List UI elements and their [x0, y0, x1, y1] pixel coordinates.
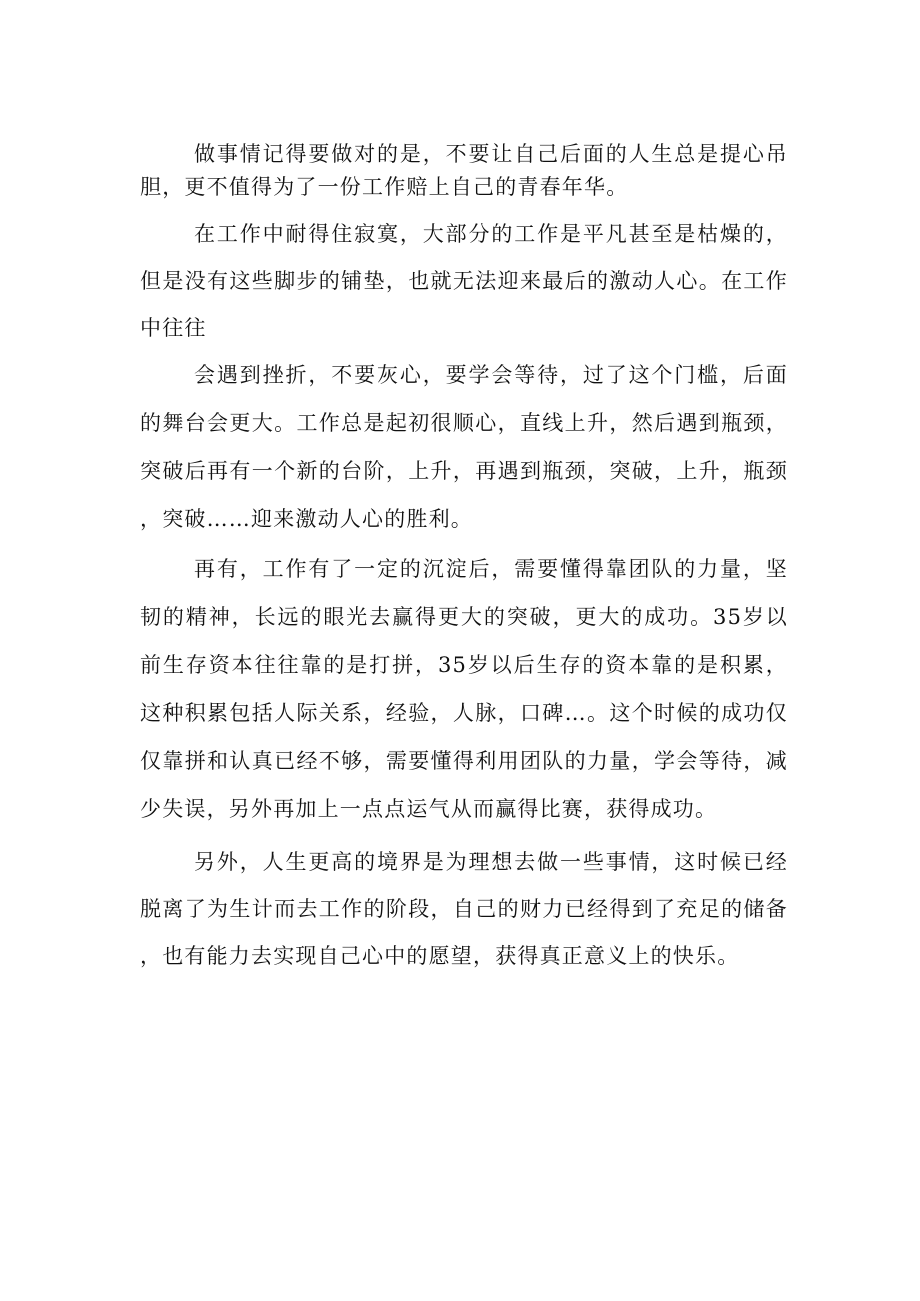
paragraph-1: 做事情记得要做对的是，不要让自己后面的人生总是提心吊胆，更不值得为了一份工作赔上自己的青春年华。 [140, 142, 788, 199]
paragraph-2: 在工作中耐得住寂寞，大部分的工作是平凡甚至是枯燥的，但是没有这些脚步的铺垫，也就无法迎来最后的激动人心。在工作中往往 [140, 222, 788, 340]
paragraph-5: 另外，人生更高的境界是为理想去做一些事情，这时候已经脱离了为生计而去工作的阶段，自己的财力已经得到了充足的储备，也有能力去实现自己心中的愿望，获得真正意义上的快乐。 [140, 850, 788, 968]
paragraph-4: 再有，工作有了一定的沉淀后，需要懂得靠团队的力量，坚韧的精神，长远的眼光去赢得更大的突破，更大的成功。35岁以前生存资本往往靠的是打拼，35岁以后生存的资本靠的是积累，这种积累包括人际关系，经验，人脉，口碑…。这个时候的成功仅仅靠拼和认真已经不够，需要懂得利用团队的力量，学会等待，减少失误，另外再加上一点点运气从而赢得比赛，获得成功。 [140, 557, 788, 821]
paragraph-3: 会遇到挫折，不要灰心，要学会等待，过了这个门槛，后面的舞台会更大。工作总是起初很顺心，直线上升，然后遇到瓶颈，突破后再有一个新的台阶，上升，再遇到瓶颈，突破，上升，瓶颈，突破……迎来激动人心的胜利。 [140, 363, 788, 531]
